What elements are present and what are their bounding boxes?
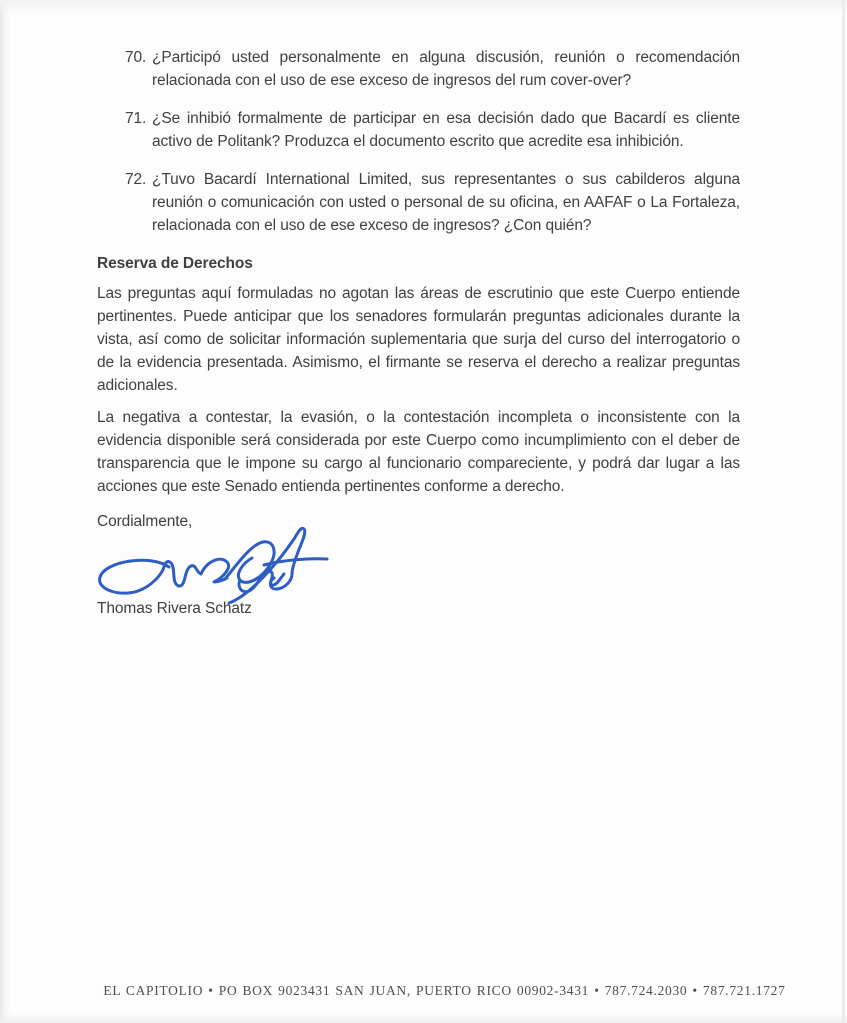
- question-item-70: [125, 46, 740, 92]
- scan-edge-bottom: [0, 1013, 847, 1023]
- question-text: ¿Tuvo Bacardí International Limited, sus representantes o sus cabilderos alguna reunión o comunicación con usted o personal de su oficina, en AAFAF o La Fortaleza, relacionada con el uso de ese exceso de ingresos? ¿Con quién?: [152, 171, 740, 234]
- question-item-72: [125, 168, 740, 237]
- closing-salutation: Cordialmente,: [97, 513, 193, 530]
- scan-edge-left: [0, 0, 10, 1023]
- question-text: ¿Se inhibió formalmente de participar en esa decisión dado que Bacardí es cliente activo de Politank? Produzca el documento escrito que acredite esa inhibición.: [152, 110, 740, 150]
- body-paragraph: La negativa a contestar, la evasión, o la contestación incompleta o inconsistente con la evidencia disponible será considerada por este Cuerpo como incumplimiento con el deber de transparencia que le impone su cargo al funcionario compareciente, y podrá dar lugar a las acciones que este Senado entienda pertinentes conforme a derecho.: [97, 409, 740, 495]
- section-heading: Reserva de Derechos: [97, 255, 253, 272]
- question-number: 71.: [125, 110, 147, 127]
- scan-edge-right: [842, 0, 845, 1023]
- question-text: ¿Participó usted personalmente en alguna discusión, reunión o recomendación relacionada con el uso de ese exceso de ingresos del rum cover-over?: [152, 49, 740, 89]
- question-item-71: [125, 107, 740, 153]
- scan-edge-top: [0, 0, 847, 16]
- question-number: 72.: [125, 171, 147, 188]
- page-footer: EL CAPITOLIO • PO BOX 9023431 SAN JUAN, PUERTO RICO 00902-3431 • 787.724.2030 • 787.721.1727: [103, 983, 786, 998]
- body-paragraph: Las preguntas aquí formuladas no agotan las áreas de escrutinio que este Cuerpo entiende pertinentes. Puede anticipar que los senadores formularán preguntas adicionales durante la vista, así como de solicitar información suplementaria que surja del curso del interrogatorio o de la evidencia presentada. Asimismo, el firmante se reserva el derecho a realizar preguntas adicionales.: [97, 285, 740, 394]
- letter-body: [97, 46, 740, 620]
- signer-name: Thomas Rivera Schatz: [97, 600, 252, 617]
- question-number: 70.: [125, 49, 147, 66]
